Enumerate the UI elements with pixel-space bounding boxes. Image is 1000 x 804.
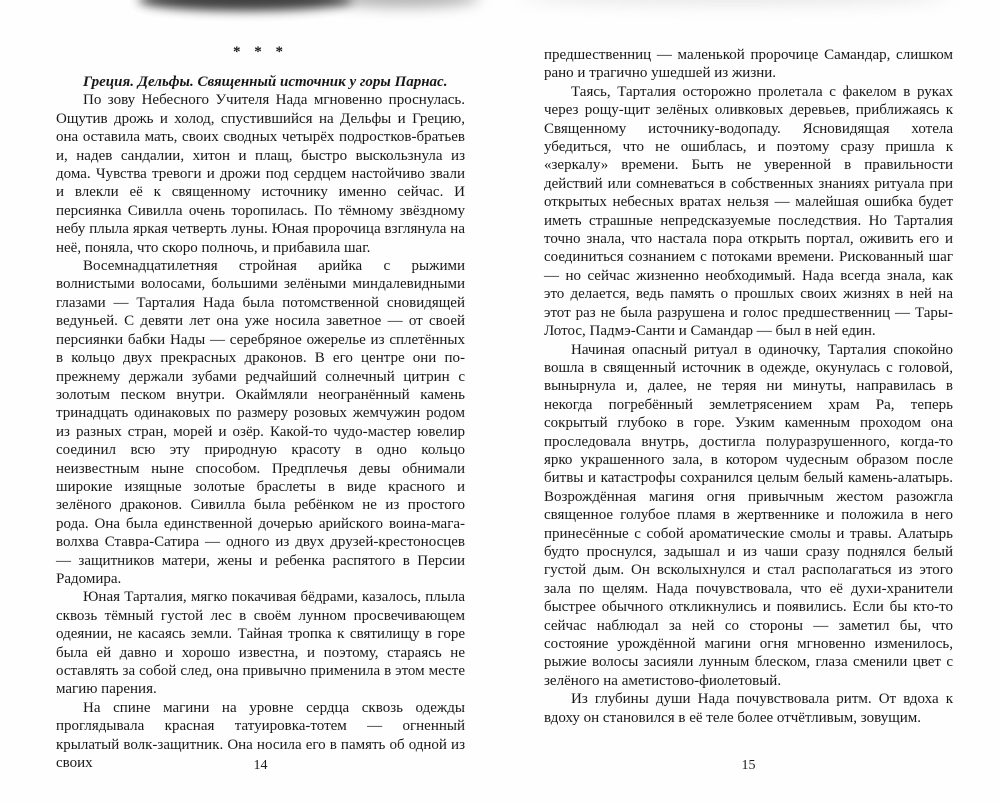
scan-shadow-top-left <box>138 0 353 11</box>
paragraph: Восемнадцатилетняя стройная арийка с рыжими волнистыми волосами, большими зелёными миндалевидными глазами — Тарталия Нада была потомственной сновидящей ведуньей. С девяти лет она уже носила заветное — от своей персиянки бабки Нады — серебряное ожерелье из сплетённых в кольцо двух прекрасных драконов. В его центре они по-прежнему держали зубами редчайший солнечный цитрин с золотым песком внутри. Окаймляли неогранённый камень тринадцать одинаковых по размеру розовых жемчужин родом из разных стран, морей и озёр. Какой-то чудо-мастер ювелир соединил всю эту природную красоту в одно кольцо неизвестным ныне способом. Предплечья девы обнимали широкие изящные золотые браслеты в виде красного и зелёного драконов. Сивилла была ребёнком не из простого рода. Она была единственной дочерью арийского воина-мага-волхва Ставра-Сатира — одного из двух друзей-крестоносцев — защитников матери, жены и ребенка распятого в Персии Радомира. <box>56 258 465 587</box>
paragraph: Юная Тарталия, мягко покачивая бёдрами, казалось, плыла сквозь тёмный густой лес в своём лунном просвечивающем одеянии, не касаясь земли. Тайная тропка к святилищу в горе была ей давно и хорошо известна, и поэтому, стараясь не оставлять за собой след, она привычно применила в этом месте магию парения. <box>56 589 465 698</box>
page-number-left: 14 <box>253 758 268 773</box>
paragraph: Таясь, Тарталия осторожно пролетала с факелом в руках через рощу-щит зелёных оливковых деревьев, приближаясь к Священному источнику-водопаду. Ясновидящая хотела убедиться, что не ошиблась, и поэтому сразу пришла к «зеркалу» времени. Быть не уверенной в правильности действий или сомневаться в собственных знаниях ритуала при открытых небесных вратах нельзя — малейшая ошибка будет иметь страшные непредсказуемые последствия. Но Тарталия точно знала, что настала пора открыть портал, оживить его и соединиться сознанием с потоками времени. Рискованный шаг — но сейчас жизненно необходимый. Нада всегда знала, как это делается, ведь память о прошлых своих жизнях в ней на этот раз не была разрушена и голос предшественниц — Тары-Лотос, Падмэ-Санти и Самандар — был в ней един. <box>544 83 953 340</box>
page-left <box>56 42 465 772</box>
paragraph: По зову Небесного Учителя Нада мгновенно проснулась. Ощутив дрожь и холод, спустившийся на Дельфы и Грецию, она оставила мать, своих сводных четырёх подростков-братьев и, надев сандалии, хитон и плащ, быстро выскользнула из дома. Чувства тревоги и дрожи под сердцем настойчиво звали и влекли её к священному источнику именно сейчас. И персиянка Сивилла очень торопилась. По тёмному звёздному небу плыла яркая четверть луны. Юная пророчица взглянула на неё, поняла, что скоро полночь, и прибавила шаг. <box>56 92 465 256</box>
paragraph: Из глубины души Нада почувствовала ритм. От вдоха к вдоху он становился в её теле более отчётливым, зовущим. <box>544 691 953 726</box>
scan-shadow-top-right <box>520 0 950 2</box>
page-number-right: 15 <box>741 758 756 773</box>
paragraph-continuation: предшественниц — маленькой пророчице Самандар, слишком рано и трагично ушедшей из жизни. <box>544 47 953 82</box>
scan-shadow-top-mid <box>330 0 480 7</box>
paragraph: На спине магини на уровне сердца сквозь одежды проглядывала красная татуировка-тотем — огненный крылатый волк-защитник. Она носила его в память об одной из своих <box>56 699 465 772</box>
paragraph: Начиная опасный ритуал в одиночку, Тарталия спокойно вошла в священный источник в одежде, окунулась с головой, вынырнула и, далее, не теряя ни минуты, направилась в некогда погребённый землетрясением храм Ра, теперь сокрытый глубоко в горе. Узким каменным проходом она проследовала внутрь, достигла полуразрушенного, когда-то ярко украшенного зала, в котором чудесным образом после битвы и катастрофы сохранился целым белый камень-алатырь. Возрождённая магиня огня привычным жестом разожгла священное голубое пламя в жертвеннике и положила в него принесённые с собой ароматические смолы и травы. Алатырь будто проснулся, задышал и из чаши сразу поднялся белый густой дым. Он всколыхнулся и стал располагаться из этого зала по щелям. Нада почувствовала, что её духи-хранители быстрее обычного откликнулись и появились. Если бы кто-то сейчас наблюдал за ней со стороны — заметил бы, что состояние урождённой магини огня мгновенно изменилось, рыжие волосы засияли лунным блеском, глаза сменили цвет с зелёного на аметистово-фиолетовый. <box>544 341 953 689</box>
section-divider: * * * <box>233 44 288 60</box>
chapter-heading: Греция. Дельфы. Священный источник у горы Парнас. <box>83 74 448 90</box>
page-right <box>544 46 953 727</box>
